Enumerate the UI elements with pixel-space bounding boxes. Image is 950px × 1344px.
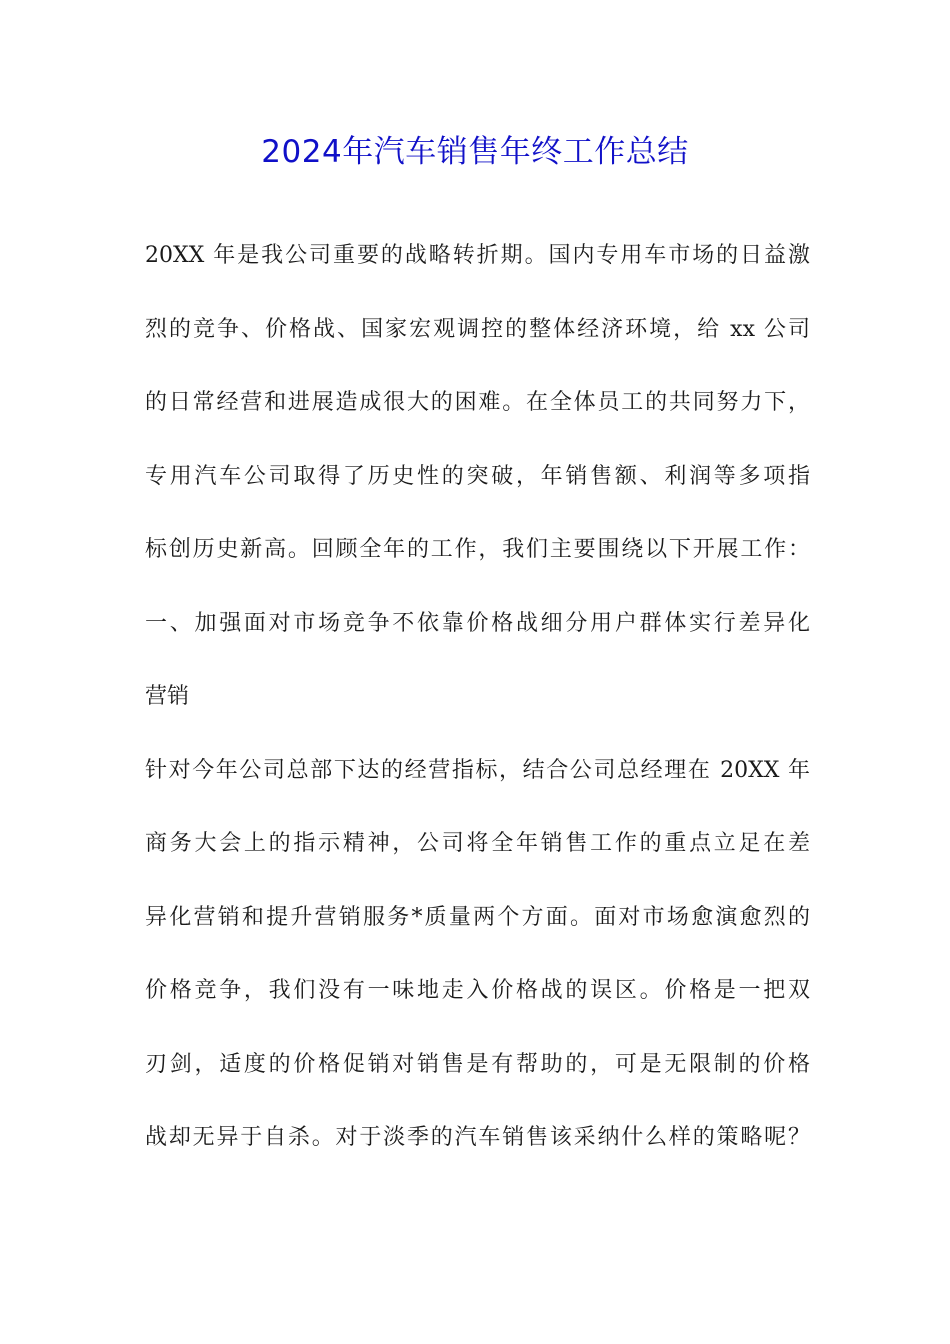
body-line: 烈的竞争、价格战、国家宏观调控的整体经济环境，给 xx 公司	[145, 316, 810, 342]
body-line: 针对今年公司总部下达的经营指标，结合公司总经理在 20XX 年	[145, 757, 810, 783]
body-line: 标创历史新高。回顾全年的工作，我们主要围绕以下开展工作：	[145, 537, 810, 562]
document-body	[145, 232, 810, 1188]
body-line: 价格竞争，我们没有一味地走入价格战的误区。价格是一把双	[145, 978, 810, 1003]
body-line: 刃剑，适度的价格促销对销售是有帮助的，可是无限制的价格	[145, 1051, 810, 1077]
body-line: 专用汽车公司取得了历史性的突破，年销售额、利润等多项指	[145, 463, 810, 489]
body-line: 的日常经营和进展造成很大的困难。在全体员工的共同努力下，	[145, 390, 810, 415]
document-title: 2024年汽车销售年终工作总结	[261, 134, 689, 170]
body-line: 商务大会上的指示精神，公司将全年销售工作的重点立足在差	[145, 831, 810, 856]
body-line: 异化营销和提升营销服务*质量两个方面。面对市场愈演愈烈的	[145, 904, 810, 930]
section-heading-line: 一、加强面对市场竞争不依靠价格战细分用户群体实行差异化	[145, 610, 810, 636]
section-heading-line: 营销	[145, 684, 190, 709]
body-line: 20XX 年是我公司重要的战略转折期。国内专用车市场的日益激	[145, 243, 810, 268]
body-line: 战却无异于自杀。对于淡季的汽车销售该采纳什么样的策略呢？	[145, 1125, 810, 1150]
